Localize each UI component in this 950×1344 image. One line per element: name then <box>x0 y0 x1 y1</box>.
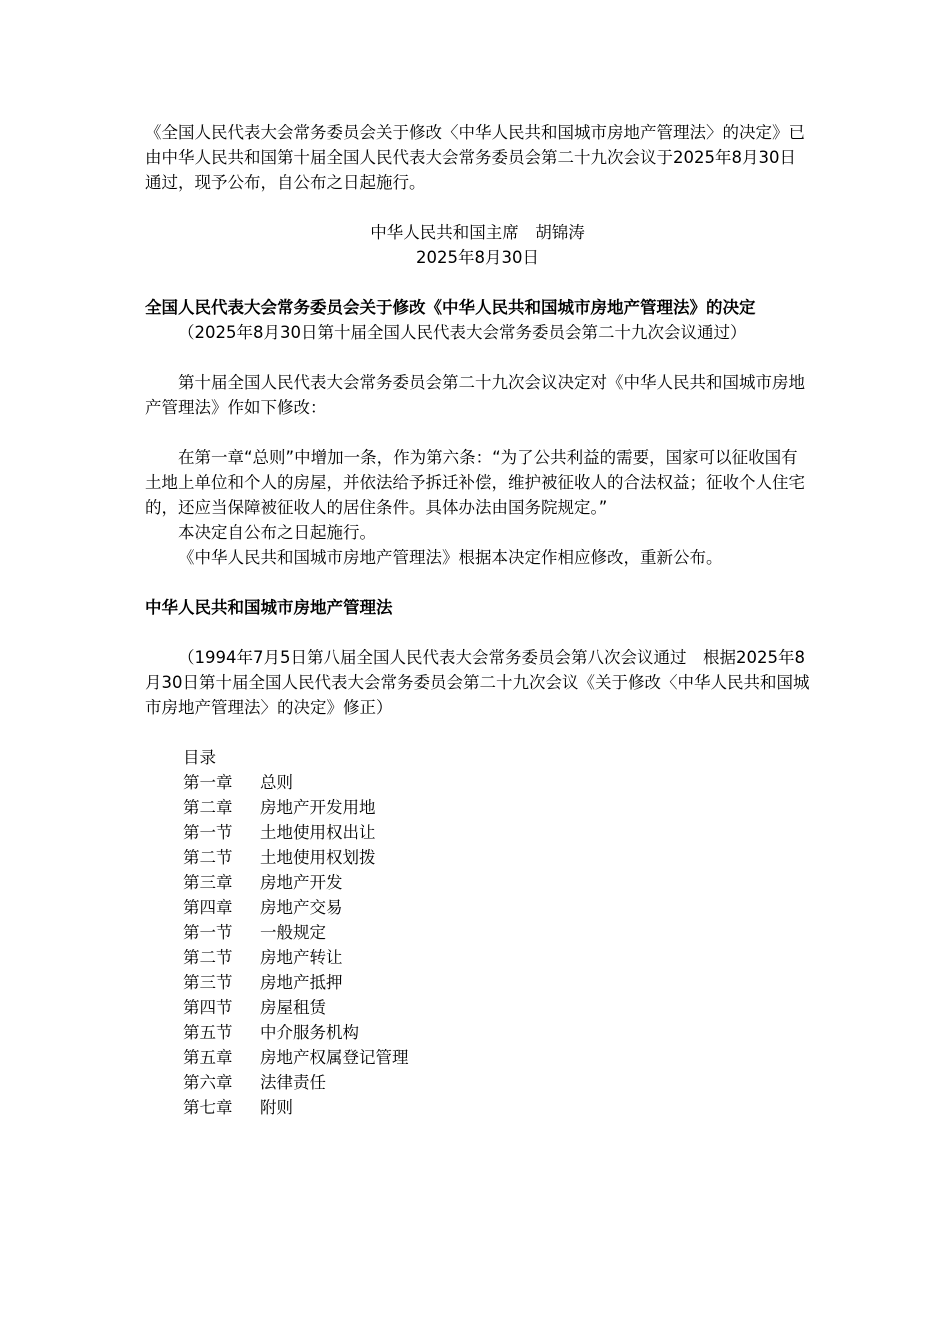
toc-item-number: 第一节 <box>183 923 233 942</box>
toc-item-number: 第四节 <box>183 998 233 1017</box>
spacer <box>145 570 810 595</box>
signatory: 中华人民共和国主席 胡锦涛 <box>370 223 585 242</box>
toc-item-number: 第五章 <box>183 1048 233 1067</box>
toc-item <box>183 1045 810 1070</box>
decision-paragraph: 《中华人民共和国城市房地产管理法》根据本决定作相应修改，重新公布。 <box>178 548 723 567</box>
toc-item-title: 一般规定 <box>260 923 326 942</box>
toc-item-title: 附则 <box>260 1098 293 1117</box>
decision-paragraph: 本决定自公布之日起施行。 <box>178 523 376 542</box>
toc-heading: 目录 <box>183 748 216 767</box>
decision-adoption-note: （2025年8月30日第十届全国人民代表大会常务委员会第二十九次会议通过） <box>178 323 747 342</box>
toc-item <box>183 870 810 895</box>
decision-title: 全国人民代表大会常务委员会关于修改《中华人民共和国城市房地产管理法》的决定 <box>145 298 756 317</box>
toc-item <box>183 1020 810 1045</box>
toc-item-title: 房屋租赁 <box>260 998 326 1017</box>
document-page <box>145 120 810 1120</box>
toc-list <box>183 770 810 1120</box>
toc-item-number: 第三节 <box>183 973 233 992</box>
toc-item-number: 第六章 <box>183 1073 233 1092</box>
spacer <box>145 345 810 370</box>
toc-item-title: 总则 <box>260 773 293 792</box>
toc-item <box>183 945 810 970</box>
toc-item-number: 第四章 <box>183 898 233 917</box>
toc-item-title: 房地产开发 <box>260 873 343 892</box>
spacer <box>145 720 810 745</box>
toc-item <box>183 770 810 795</box>
toc-item-number: 第五节 <box>183 1023 233 1042</box>
toc-item-title: 中介服务机构 <box>260 1023 359 1042</box>
toc-item <box>183 995 810 1020</box>
table-of-contents <box>145 745 810 1120</box>
law-history-note: （1994年7月5日第八届全国人民代表大会常务委员会第八次会议通过 根据2025年8月30日第十届全国人民代表大会常务委员会第二十九次会议《关于修改〈中华人民共和国城市房地产管理法〉的决定》修正） <box>145 648 810 717</box>
toc-item-number: 第七章 <box>183 1098 233 1117</box>
toc-item-title: 房地产权属登记管理 <box>260 1048 409 1067</box>
toc-item <box>183 1070 810 1095</box>
toc-item-title: 房地产抵押 <box>260 973 343 992</box>
spacer <box>145 195 810 220</box>
toc-item-title: 法律责任 <box>260 1073 326 1092</box>
toc-item-number: 第二章 <box>183 798 233 817</box>
spacer <box>145 620 810 645</box>
toc-item-title: 土地使用权划拨 <box>260 848 376 867</box>
toc-item <box>183 920 810 945</box>
toc-item <box>183 820 810 845</box>
spacer <box>145 420 810 445</box>
law-title: 中华人民共和国城市房地产管理法 <box>145 598 393 617</box>
signature-date: 2025年8月30日 <box>416 248 539 267</box>
toc-item <box>183 895 810 920</box>
toc-item-title: 房地产开发用地 <box>260 798 376 817</box>
toc-item-number: 第一节 <box>183 823 233 842</box>
toc-item <box>183 1095 810 1120</box>
toc-item-number: 第二节 <box>183 848 233 867</box>
toc-item-title: 土地使用权出让 <box>260 823 376 842</box>
toc-item-title: 房地产转让 <box>260 948 343 967</box>
promulgation-notice: 《全国人民代表大会常务委员会关于修改〈中华人民共和国城市房地产管理法〉的决定》已由中华人民共和国第十届全国人民代表大会常务委员会第二十九次会议于2025年8月30日通过，现予公布，自公布之日起施行。 <box>145 123 805 192</box>
spacer <box>145 270 810 295</box>
decision-paragraph: 第十届全国人民代表大会常务委员会第二十九次会议决定对《中华人民共和国城市房地产管理法》作如下修改： <box>145 373 805 417</box>
toc-item-number: 第三章 <box>183 873 233 892</box>
toc-item <box>183 795 810 820</box>
toc-item-title: 房地产交易 <box>260 898 343 917</box>
toc-item-number: 第一章 <box>183 773 233 792</box>
toc-item-number: 第二节 <box>183 948 233 967</box>
toc-item <box>183 970 810 995</box>
decision-paragraph: 在第一章“总则”中增加一条，作为第六条：“为了公共利益的需要，国家可以征收国有土地上单位和个人的房屋，并依法给予拆迁补偿，维护被征收人的合法权益；征收个人住宅的，还应当保障被征收人的居住条件。具体办法由国务院规定。” <box>145 448 805 517</box>
toc-item <box>183 845 810 870</box>
